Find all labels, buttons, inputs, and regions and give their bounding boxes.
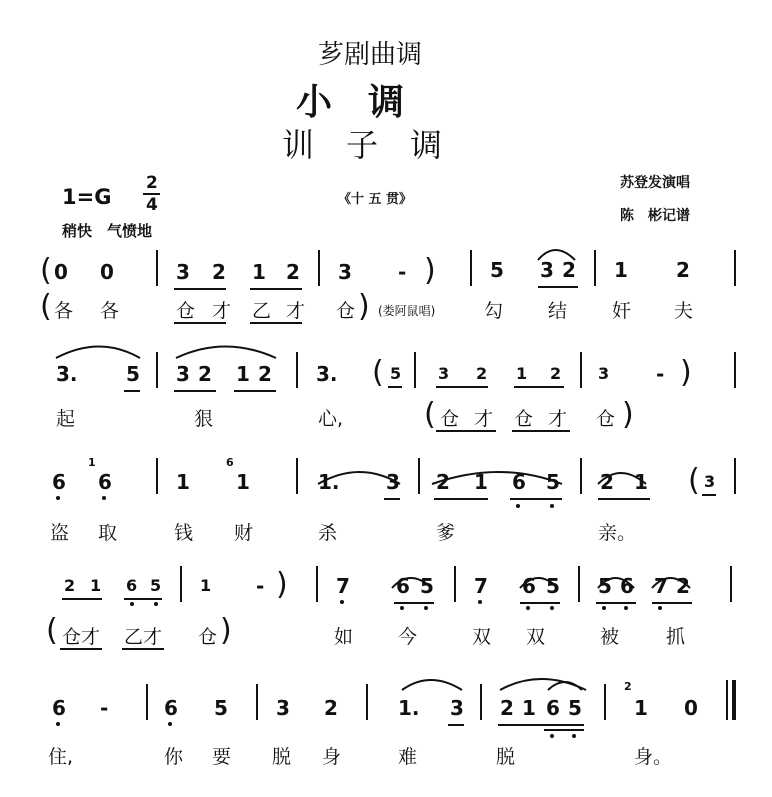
- note: 6: [522, 574, 536, 598]
- slur: [548, 682, 582, 690]
- note: 1: [200, 576, 212, 595]
- lyric: 今: [398, 626, 418, 648]
- lyric: 才: [548, 408, 568, 430]
- note: 2: [286, 260, 300, 284]
- barline: [734, 352, 736, 388]
- note: 3: [176, 362, 190, 386]
- note: -: [398, 260, 407, 284]
- note: 1: [176, 470, 190, 494]
- barline: [180, 566, 182, 602]
- tempo-marking: 稍快 气愤地: [62, 222, 153, 240]
- low-octave-dot: [550, 606, 554, 610]
- section-label: 《十 五 贯》: [338, 192, 413, 207]
- lyric: 起: [56, 408, 76, 430]
- underline: [234, 390, 276, 392]
- barline: [418, 458, 420, 494]
- low-octave-dot: [516, 504, 520, 508]
- note: 7: [654, 574, 668, 598]
- lyric: 才: [212, 300, 232, 322]
- barline: [578, 566, 580, 602]
- lyric: 各: [100, 300, 120, 322]
- low-octave-dot: [400, 606, 404, 610]
- slur: [176, 347, 276, 359]
- note: 1.: [398, 696, 420, 720]
- note: 1: [236, 470, 250, 494]
- note: 3: [438, 364, 450, 383]
- slur: [56, 347, 140, 359]
- note: 2: [212, 260, 226, 284]
- time-signature-top: 2: [146, 173, 158, 193]
- barline: [480, 684, 482, 720]
- slur: [432, 472, 562, 484]
- note: 0: [54, 260, 68, 284]
- low-octave-dot: [102, 496, 106, 500]
- slur: [500, 679, 586, 690]
- underline: [538, 286, 578, 288]
- lyric: 被: [600, 626, 620, 648]
- grace-note: 6: [226, 456, 234, 469]
- lyric: 结: [548, 300, 568, 322]
- underline: [434, 498, 488, 500]
- lyric: 双: [526, 626, 546, 648]
- barline: [156, 458, 158, 494]
- note: 5: [150, 576, 162, 595]
- final-barline-thin: [726, 680, 728, 720]
- open-paren: (: [40, 253, 52, 288]
- underline: [62, 598, 102, 600]
- note: 1: [614, 258, 628, 282]
- note: 3.: [316, 362, 338, 386]
- note: 6: [52, 470, 66, 494]
- note: 1: [522, 696, 536, 720]
- note: 0: [100, 260, 114, 284]
- note: 2: [64, 576, 76, 595]
- underline: [544, 729, 584, 731]
- note: 3.: [56, 362, 78, 386]
- lyric: 勾: [484, 300, 504, 322]
- lyric: 乙: [252, 300, 272, 322]
- note: 5: [598, 574, 612, 598]
- underline: [448, 724, 464, 726]
- barline: [580, 352, 582, 388]
- close-paren: ): [622, 397, 634, 432]
- note: 2: [258, 362, 272, 386]
- grace-note: 2: [624, 680, 632, 693]
- close-paren: ): [220, 613, 232, 648]
- lyric: 奸: [612, 300, 632, 322]
- underline: [394, 602, 434, 604]
- lyric: 取: [98, 522, 118, 544]
- low-octave-dot: [624, 606, 628, 610]
- lyric: 仓: [198, 626, 218, 648]
- note: -: [256, 574, 265, 598]
- note: 5: [490, 258, 504, 282]
- subtitle: 训 子 调: [282, 126, 443, 164]
- lyric: 杀: [318, 522, 338, 544]
- main-title: 小 调: [296, 82, 405, 123]
- note: 0: [684, 696, 698, 720]
- note: 5: [390, 364, 402, 383]
- singer-note: (娄阿鼠唱): [378, 304, 436, 318]
- lyric: 心,: [318, 408, 344, 430]
- note: 2: [676, 574, 690, 598]
- note: 1: [634, 470, 648, 494]
- low-octave-dot: [56, 496, 60, 500]
- low-octave-dot: [572, 734, 576, 738]
- barline: [366, 684, 368, 720]
- lyric: 财: [234, 522, 254, 544]
- lyric: 身。: [634, 746, 673, 768]
- barline: [256, 684, 258, 720]
- note: 6: [396, 574, 410, 598]
- lyric: 身: [322, 746, 342, 768]
- low-octave-dot: [340, 600, 344, 604]
- low-octave-dot: [550, 504, 554, 508]
- note: 2: [324, 696, 338, 720]
- note: 1: [516, 364, 528, 383]
- lyric: 双: [472, 626, 492, 648]
- note: 3: [598, 364, 610, 383]
- note: 1: [474, 470, 488, 494]
- note: 3: [338, 260, 352, 284]
- note: 5: [126, 362, 140, 386]
- underline: [250, 322, 302, 324]
- underline: [122, 648, 164, 650]
- slur: [402, 680, 462, 690]
- underline: [250, 288, 302, 290]
- open-paren: (: [46, 613, 58, 648]
- note: 3: [276, 696, 290, 720]
- lyric: 要: [212, 746, 232, 768]
- open-paren: (: [40, 289, 52, 324]
- note: 2: [562, 258, 576, 282]
- note: 5: [420, 574, 434, 598]
- lyric: 各: [54, 300, 74, 322]
- note: 2: [676, 258, 690, 282]
- lyric: 仓: [176, 300, 196, 322]
- lyric: 你: [164, 746, 184, 768]
- note: 5: [214, 696, 228, 720]
- note: 3: [540, 258, 554, 282]
- underline: [436, 386, 488, 388]
- underline: [60, 648, 102, 650]
- close-paren: ): [424, 253, 436, 288]
- barline: [604, 684, 606, 720]
- lyric: 脱: [496, 746, 516, 768]
- lyric: 难: [398, 746, 418, 768]
- barline: [580, 458, 582, 494]
- barline: [156, 352, 158, 388]
- close-paren: ): [680, 355, 692, 390]
- open-paren: (: [424, 397, 436, 432]
- underline: [512, 430, 570, 432]
- note: 3: [176, 260, 190, 284]
- underline: [514, 386, 564, 388]
- underline: [510, 498, 562, 500]
- note: -: [656, 362, 665, 386]
- barline: [414, 352, 416, 388]
- low-octave-dot: [550, 734, 554, 738]
- close-paren: ): [276, 567, 288, 602]
- barline: [734, 458, 736, 494]
- underline: [388, 386, 402, 388]
- open-paren: (: [688, 463, 700, 498]
- note: 5: [568, 696, 582, 720]
- note: 2: [500, 696, 514, 720]
- low-octave-dot: [56, 722, 60, 726]
- lyric: 仓: [514, 408, 534, 430]
- lyric: 钱: [174, 522, 194, 544]
- lyric: 仓: [440, 408, 460, 430]
- underline: [174, 288, 226, 290]
- low-octave-dot: [168, 722, 172, 726]
- underline: [174, 322, 226, 324]
- barline: [470, 250, 472, 286]
- underline: [124, 598, 162, 600]
- lyric: 亲。: [598, 522, 637, 544]
- low-octave-dot: [658, 606, 662, 610]
- key-signature: 1=G: [62, 185, 112, 209]
- note: 6: [98, 470, 112, 494]
- note: 6: [512, 470, 526, 494]
- underline: [436, 430, 496, 432]
- lyric: 仓才: [62, 626, 101, 648]
- underline: [652, 602, 692, 604]
- low-octave-dot: [154, 602, 158, 606]
- note: 1: [90, 576, 102, 595]
- barline: [296, 458, 298, 494]
- barline: [730, 566, 732, 602]
- note: 6: [164, 696, 178, 720]
- lyric: 夫: [674, 300, 694, 322]
- underline: [520, 602, 560, 604]
- lyric: 仓: [336, 300, 356, 322]
- note: 3: [386, 470, 400, 494]
- lyric: 仓: [596, 408, 616, 430]
- note: 7: [474, 574, 488, 598]
- note: 6: [620, 574, 634, 598]
- note: 3: [704, 472, 716, 491]
- note: 6: [126, 576, 138, 595]
- note: 6: [546, 696, 560, 720]
- note: 6: [52, 696, 66, 720]
- note: 1: [252, 260, 266, 284]
- low-octave-dot: [602, 606, 606, 610]
- underline: [596, 602, 636, 604]
- final-barline-thick: [732, 680, 736, 720]
- underline: [384, 498, 400, 500]
- note: 2: [550, 364, 562, 383]
- lyric: 住,: [48, 746, 74, 768]
- barline: [454, 566, 456, 602]
- note: -: [100, 696, 109, 720]
- transcriber-credit: 陈 彬记谱: [620, 208, 690, 224]
- low-octave-dot: [130, 602, 134, 606]
- barline: [594, 250, 596, 286]
- barline: [146, 684, 148, 720]
- underline: [174, 390, 216, 392]
- note: 3: [450, 696, 464, 720]
- barline: [296, 352, 298, 388]
- note: 1.: [318, 470, 340, 494]
- lyric: 抓: [666, 626, 686, 648]
- open-paren: (: [372, 355, 384, 390]
- note: 2: [600, 470, 614, 494]
- lyric: 盗: [50, 522, 70, 544]
- lyric: 才: [286, 300, 306, 322]
- lyric: 才: [474, 408, 494, 430]
- grace-note: 1: [88, 456, 96, 469]
- barline: [316, 566, 318, 602]
- underline: [498, 724, 584, 726]
- singer-credit: 苏登发演唱: [620, 175, 690, 191]
- note: 5: [546, 470, 560, 494]
- lyric: 爹: [436, 522, 456, 544]
- underline: [124, 390, 140, 392]
- note: 2: [198, 362, 212, 386]
- note: 5: [546, 574, 560, 598]
- time-signature-bottom: 4: [146, 195, 158, 215]
- barline: [156, 250, 158, 286]
- close-paren: ): [358, 289, 370, 324]
- note: 1: [634, 696, 648, 720]
- note: 7: [336, 574, 350, 598]
- note: 2: [476, 364, 488, 383]
- low-octave-dot: [424, 606, 428, 610]
- lyric: 如: [334, 626, 354, 648]
- low-octave-dot: [478, 600, 482, 604]
- low-octave-dot: [526, 606, 530, 610]
- barline: [318, 250, 320, 286]
- underline: [702, 494, 716, 496]
- lyric: 乙才: [124, 626, 163, 648]
- note: 1: [236, 362, 250, 386]
- barline: [734, 250, 736, 286]
- lyric: 狠: [194, 408, 214, 430]
- genre-title: 芗剧曲调: [318, 40, 423, 70]
- note: 2: [436, 470, 450, 494]
- lyric: 脱: [272, 746, 292, 768]
- underline: [598, 498, 650, 500]
